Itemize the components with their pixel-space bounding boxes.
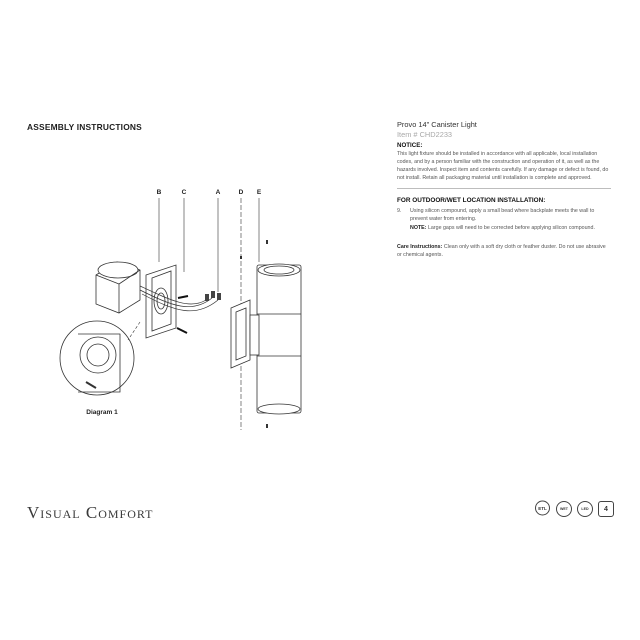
svg-text:ETL: ETL: [538, 506, 547, 511]
notice-title: NOTICE:: [397, 142, 423, 149]
diagram-label-e: E: [256, 189, 262, 196]
diagram-label-b: B: [156, 189, 162, 196]
bulb-count-icon: 4: [598, 501, 614, 517]
led-icon: LED: [577, 501, 593, 517]
detail-circle-illustration: [60, 321, 134, 395]
care-label: Care Instructions:: [397, 243, 443, 250]
outlet-box-illustration: [96, 262, 140, 313]
step-text: Using silicon compound, apply a small bead where backplate meets the wall to prevent water from entering.: [410, 208, 595, 223]
mounting-plate-illustration: [146, 265, 176, 338]
brand-logo: Visual Comfort: [27, 503, 154, 522]
outdoor-installation-title: FOR OUTDOOR/WET LOCATION INSTALLATION:: [397, 197, 546, 205]
diagram-label-c: C: [181, 189, 187, 196]
diagram-caption: Diagram 1: [86, 409, 118, 416]
care-text: Clean only with a soft dry cloth or feather duster. Do not use abrasive or chemical agents.: [397, 243, 606, 258]
notice-text: This light fixture should be installed in accordance with all applicable, local installation codes, and by a person familiar with the construction and operation of it, as well as the hazards involved. Inspect item and contents carefully. If any damage or defect is found, do not install. Retain all packaging material until installation is complete and approved.: [397, 151, 609, 182]
note-label: NOTE:: [410, 224, 427, 231]
diagram-label-a: A: [215, 189, 221, 196]
etl-listed-icon: [534, 500, 551, 518]
item-number: Item # CHD2233: [397, 130, 453, 139]
step-number: 9.: [397, 208, 402, 215]
product-name: Provo 14" Canister Light: [397, 120, 477, 129]
canister-fixture-illustration: [250, 264, 301, 414]
backplate-illustration: [231, 300, 250, 368]
wet-location-icon: WET: [556, 501, 572, 517]
certification-badges: [534, 500, 614, 518]
diagram-label-d: D: [238, 189, 244, 196]
note-text: Large gaps will need to be corrected before applying silicon compound.: [427, 224, 595, 231]
assembly-instructions-heading: ASSEMBLY INSTRUCTIONS: [27, 122, 142, 132]
wire-nuts-illustration: [205, 291, 221, 301]
screws-illustration: [177, 296, 188, 333]
